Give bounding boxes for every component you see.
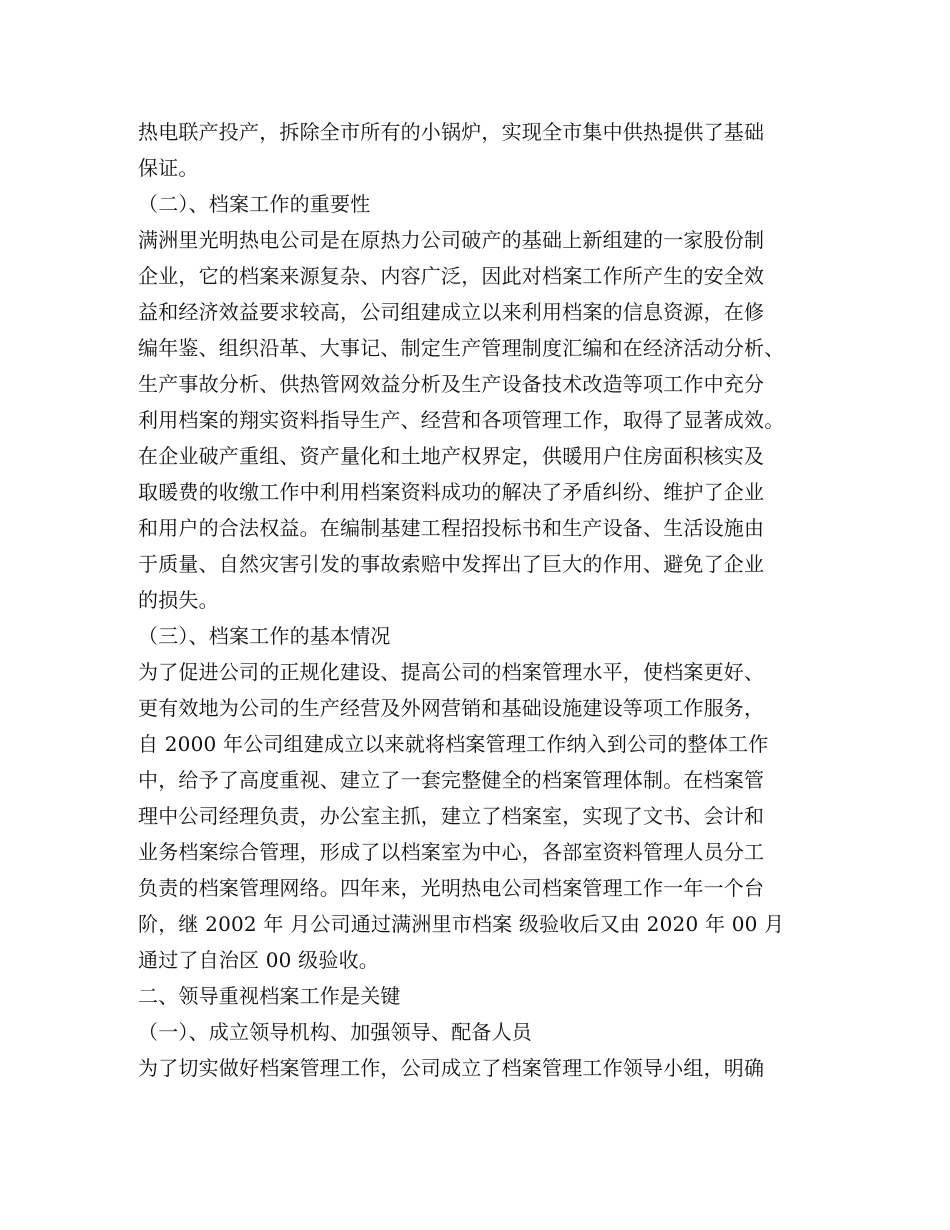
text-line: 于质量、自然灾害引发的事故索赔中发挥出了巨大的作用、避免了企业: [138, 552, 765, 576]
text-line: 通过了自治区 00 级验收。: [138, 948, 379, 972]
text-line: 为了切实做好档案管理工作，公司成立了档案管理工作领导小组，明确: [138, 1056, 765, 1080]
text-line: 理中公司经理负责，办公室主抓，建立了档案室，实现了文书、会计和: [138, 804, 765, 828]
text-line: 利用档案的翔实资料指导生产、经营和各项管理工作，取得了显著成效。: [138, 408, 785, 432]
text-line: 在企业破产重组、资产量化和土地产权界定，供暖用户住房面积核实及: [138, 444, 765, 468]
text-line: 生产事故分析、供热管网效益分析及生产设备技术改造等项工作中充分: [138, 372, 765, 396]
text-line: 益和经济效益要求较高，公司组建成立以来利用档案的信息资源，在修: [138, 300, 765, 324]
text-line: 保证。: [138, 156, 199, 180]
text-line: 取暖费的收缴工作中利用档案资料成功的解决了矛盾纠纷、维护了企业: [138, 480, 765, 504]
section-heading: 二、领导重视档案工作是关键: [138, 984, 401, 1008]
text-line: 为了促进公司的正规化建设、提高公司的档案管理水平，使档案更好、: [138, 660, 765, 684]
text-line: 负责的档案管理网络。四年来，光明热电公司档案管理工作一年一个台: [138, 876, 765, 900]
text-line: 编年鉴、组织沿革、大事记、制定生产管理制度汇编和在经济活动分析、: [138, 336, 785, 360]
text-line: 阶，继 2002 年 月公司通过满洲里市档案 级验收后又由 2020 年 00 月: [138, 912, 785, 936]
text-line: 满洲里光明热电公司是在原热力公司破产的基础上新组建的一家股份制: [138, 228, 765, 252]
text-line: 和用户的合法权益。在编制基建工程招投标书和生产设备、生活设施由: [138, 516, 765, 540]
text-line: 企业，它的档案来源复杂、内容广泛，因此对档案工作所产生的安全效: [138, 264, 765, 288]
text-line: 自 2000 年公司组建成立以来就将档案管理工作纳入到公司的整体工作: [138, 732, 769, 756]
section-heading: （三）、档案工作的基本情况: [138, 624, 391, 648]
text-line: 热电联产投产，拆除全市所有的小锅炉，实现全市集中供热提供了基础: [138, 120, 765, 144]
section-heading: （二）、档案工作的重要性: [138, 192, 371, 216]
text-line: 业务档案综合管理，形成了以档案室为中心，各部室资料管理人员分工: [138, 840, 765, 864]
section-heading: （一）、成立领导机构、加强领导、配备人员: [138, 1020, 532, 1044]
text-line: 中，给予了高度重视、建立了一套完整健全的档案管理体制。在档案管: [138, 768, 765, 792]
text-line: 更有效地为公司的生产经营及外网营销和基础设施建设等项工作服务，: [138, 696, 765, 720]
text-line: 的损失。: [138, 588, 219, 612]
